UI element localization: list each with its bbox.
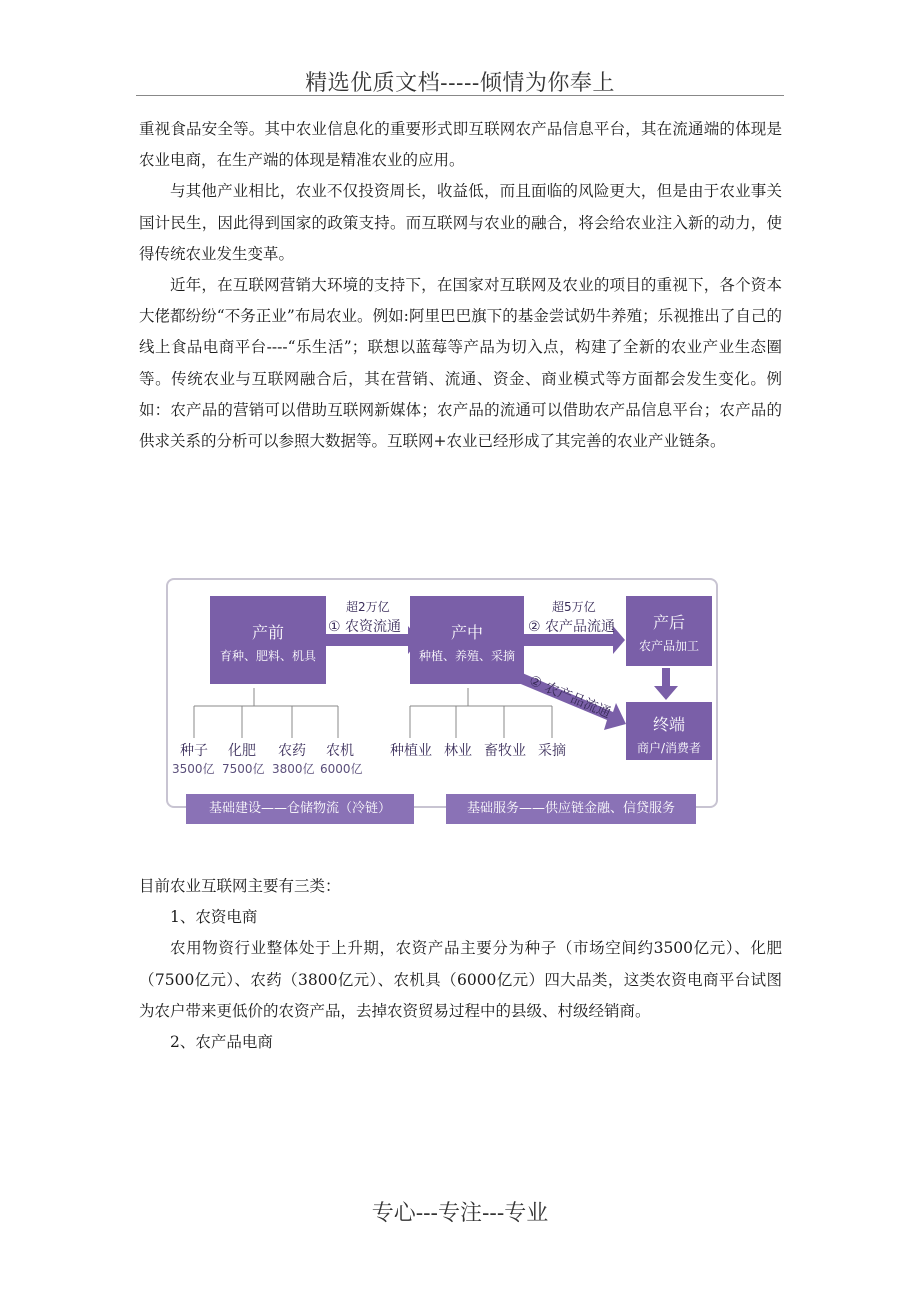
stage-end-box [626, 702, 712, 760]
paragraph-3: 近年，在互联网营销大环境的支持下，在国家对互联网及农业的项目的重视下，各个资本大佬都纷纷“不务正业”布局农业。例如:阿里巴巴旗下的基金尝试奶牛养殖；乐视推出了自己的线上食品电商平台----“乐生活”；联想以蓝莓等产品为切入点，构建了全新的农业产业生态圈等。传统农业与互联网融合后，其在营销、流通、资金、商业模式等方面都会发生变化。例如：农产品的营销可以借助互联网新媒体；农产品的流通可以借助农产品信息平台；农产品的供求关系的分析可以参照大数据等。互联网+农业已经形成了其完善的农业产业链条。 [139, 276, 782, 451]
flow1-amount: 超2万亿 [346, 600, 390, 614]
page-footer: 专心---专注---专业 [371, 1201, 549, 1226]
header-rule [136, 95, 784, 96]
page-header: 精选优质文档-----倾情为你奉上 [305, 71, 615, 96]
stage-post-sub: 农产品加工 [638, 639, 699, 653]
stage-post-box [626, 596, 712, 666]
sector-planting: 种植业 [390, 743, 432, 759]
paragraph-1: 重视食品安全等。其中农业信息化的重要形式即互联网农产品信息平台，其在流通端的体现是农业电商，在生产端的体现是精准农业的应用。 [139, 120, 782, 170]
body-text-bottom [139, 871, 782, 1058]
stage-pre-box [210, 596, 326, 684]
stage-end-sub: 商户/消费者 [636, 741, 702, 755]
stage-mid-sub: 种植、养殖、采摘 [418, 649, 515, 663]
input-machinery-value: 6000亿 [320, 762, 363, 776]
paragraph-4: 目前农业互联网主要有三类： [139, 877, 341, 895]
stage-mid-title: 产中 [450, 623, 483, 642]
input-fertilizer-value: 7500亿 [222, 762, 265, 776]
flow1-label: ① 农资流通 [328, 619, 402, 635]
base-infrastructure-bar: 基础建设——仓储物流（冷链） [186, 794, 414, 824]
sector-picking: 采摘 [538, 743, 566, 759]
paragraph-2: 与其他产业相比，农业不仅投资周长，收益低，而且面临的风险更大，但是由于农业事关国计民生，因此得到国家的政策支持。而互联网与农业的融合，将会给农业注入新的动力，使得传统农业发生变革。 [139, 182, 782, 263]
base-service-bar: 基础服务——供应链金融、信贷服务 [446, 794, 696, 824]
input-seed-name: 种子 [180, 743, 208, 759]
paragraph-5: 1、农资电商 [170, 908, 258, 927]
flow2-label: ② 农产品流通 [528, 619, 616, 635]
arrow-post-end [654, 668, 678, 700]
input-seed-value: 3500亿 [172, 762, 215, 776]
sector-forestry: 林业 [444, 743, 472, 759]
body-text-top [139, 114, 782, 457]
input-machinery-name: 农机 [326, 743, 354, 759]
stage-end-title: 终端 [652, 715, 685, 734]
input-fertilizer-name: 化肥 [228, 743, 256, 759]
stage-pre-sub: 育种、肥料、机具 [219, 649, 316, 663]
stage-post-title: 产后 [652, 613, 685, 632]
input-pesticide-value: 3800亿 [272, 762, 315, 776]
paragraph-6: 农用物资行业整体处于上升期，农资产品主要分为种子（市场空间约3500亿元）、化肥（7500亿元）、农药（3800亿元）、农机具（6000亿元）四大品类，这类农资电商平台试图为农户带来更低价的农资产品，去掉农资贸易过程中的县级、村级经销商。 [139, 939, 782, 1020]
input-pesticide-name: 农药 [278, 743, 306, 759]
sector-livestock: 畜牧业 [484, 743, 526, 759]
flow3-label: ② 农产品流通 [526, 672, 613, 722]
flow2-amount: 超5万亿 [552, 600, 596, 614]
industry-chain-diagram [158, 572, 726, 834]
stage-pre-title: 产前 [251, 623, 284, 642]
stage-mid-box [410, 596, 524, 684]
paragraph-7: 2、农产品电商 [170, 1033, 273, 1052]
